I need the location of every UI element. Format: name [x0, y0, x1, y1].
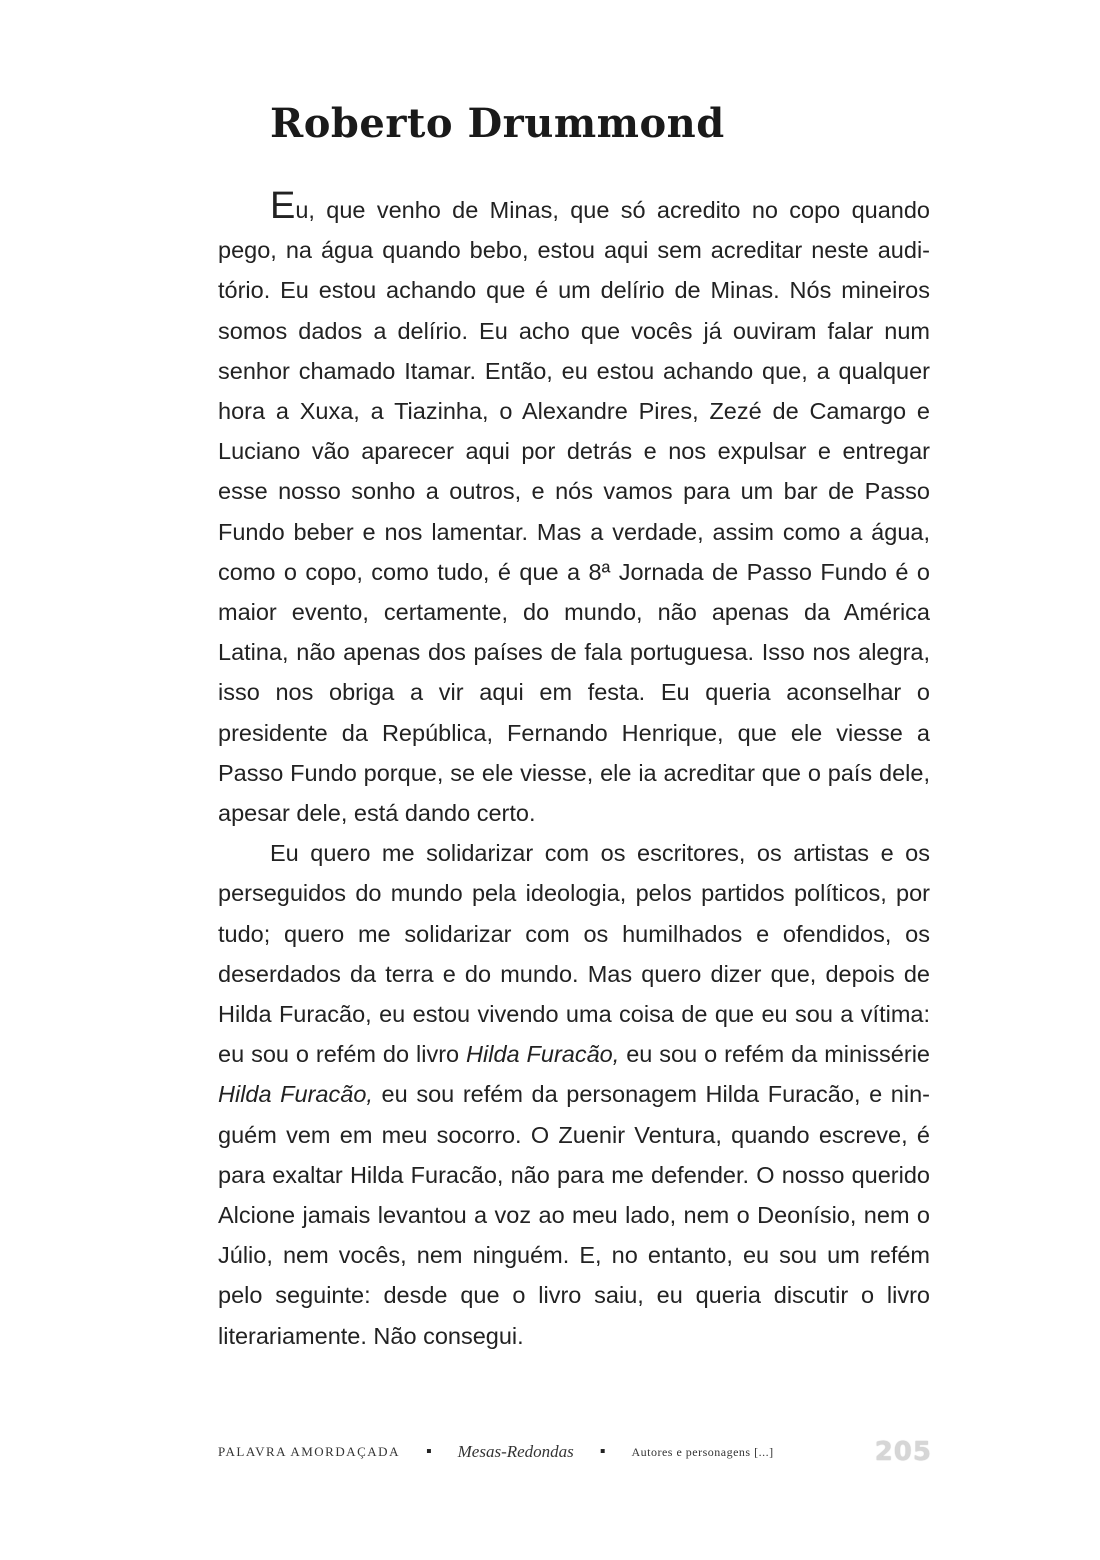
body-text: [218, 185, 930, 1356]
footer-separator-2: ▪: [599, 1443, 606, 1460]
footer-chapter: Autores e personagens [...]: [631, 1444, 774, 1459]
paragraph-2-text-a: Eu quero me solidarizar com os escritores, os artistas e os perseguidos do mundo pela ideologia, pelos partidos políticos, por tudo; quero me solidarizar com os humilhados e ofendidos, os deserdados da terra e do mundo. Mas quero dizer que, depois de Hilda Furacão, eu estou vivendo uma coisa de que eu sou a vítima: eu sou o refém do livro: [218, 840, 930, 1068]
page-number: 205: [874, 1437, 932, 1467]
footer-section: Mesas-Redondas: [457, 1442, 574, 1461]
book-title-italic: Hilda Furacão,: [466, 1041, 620, 1068]
footer-series: PALAVRA AMORDAÇADA: [218, 1444, 400, 1459]
paragraph-2-text-c: eu sou refém da personagem Hilda Furacão, e ninguém vem em meu socorro. O Zuenir Ventura, quando escreve, é para exaltar Hilda Furacão, não para me defender. O nosso querido Alcione jamais levantou a voz ao meu lado, nem o Deonísio, nem o Júlio, nem vocês, nem ninguém. E, no entanto, eu sou um refém pelo seguinte: desde que o livro saiu, eu queria discutir o livro literariamente. Não consegui.: [218, 1081, 930, 1349]
chapter-title: Roberto Drummond: [270, 100, 725, 147]
paragraph-1: [218, 185, 930, 833]
footer-separator-1: ▪: [425, 1443, 432, 1460]
paragraph-1-text: u, que venho de Minas, que só acredito no copo quando pego, na água quando bebo, estou aqui sem acreditar neste auditório. Eu estou achando que é um delírio de Minas. Nós mineiros somos dados a delírio. Eu acho que vocês já ouviram falar num senhor chamado Itamar. Então, eu estou achando que, a qualquer hora a Xuxa, a Tiazinha, o Alexandre Pires, Zezé de Camargo e Luciano vão aparecer aqui por detrás e nos expulsar e entregar esse nosso sonho a outros, e nós vamos para um bar de Passo Fundo beber e nos lamentar. Mas a verdade, assim como a água, como o copo, como tudo, é que a 8ª Jornada de Passo Fundo é o maior evento, certamente, do mundo, não apenas da América Latina, não apenas dos países de fala portuguesa. Isso nos alegra, isso nos obriga a vir aqui em festa. Eu queria aconselhar o presidente da República, Fernando Henrique, que ele viesse a Passo Fundo porque, se ele viesse, ele ia acreditar que o país dele, apesar dele, está dando certo.: [218, 197, 930, 827]
paragraph-2-text-b: eu sou o refém da minissérie: [619, 1041, 930, 1068]
drop-cap: E: [270, 185, 296, 227]
miniseries-title-italic: Hilda Furacão,: [218, 1081, 373, 1108]
page-footer: [218, 1432, 932, 1472]
paragraph-2: [218, 833, 930, 1356]
